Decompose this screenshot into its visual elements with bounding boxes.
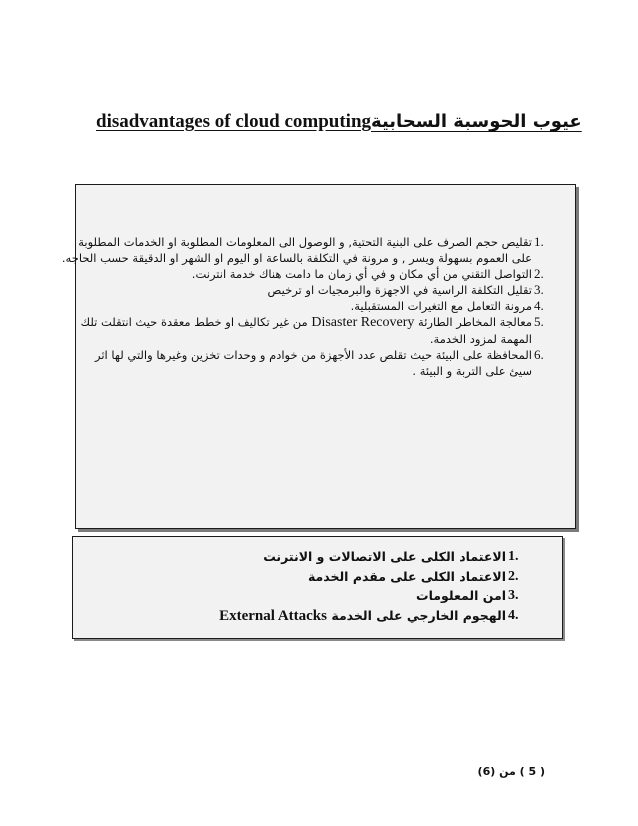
list-item — [81, 266, 556, 282]
item-line: تقليص حجم الصرف على البنية التحتية, و الوصول الى المعلومات المطلوبة او الخدمات المطلوبة — [78, 235, 532, 249]
item-line: مرونة التعامل مع التغيرات المستقبلية. — [350, 299, 532, 313]
list-item — [81, 298, 556, 314]
item-text-english: External Attacks — [219, 607, 327, 624]
title-english: disadvantages of cloud computing — [96, 111, 372, 132]
item-text-english: Disaster Recovery — [311, 315, 415, 330]
item-number: 1. — [534, 234, 544, 249]
item-number: 1. — [508, 549, 519, 564]
item-number: 2. — [534, 266, 544, 281]
title-arabic: عيوب الحوسبة السحابية — [371, 111, 582, 132]
item-line: تقليل التكلفة الراسية في الاجهزة والبرمجيات او ترخيص — [267, 283, 532, 297]
item-number: 4. — [508, 607, 519, 623]
list-item — [219, 606, 530, 627]
list-item — [81, 314, 556, 347]
item-text: الاعتماد الكلى على مقدم الخدمة — [307, 568, 506, 584]
page-number: ( 5 ) من (6) — [477, 765, 545, 778]
list-item — [250, 547, 530, 567]
item-text-pre: معالجة المخاطر الطارئة — [418, 315, 532, 329]
item-number: 2. — [508, 568, 519, 584]
item-number: 5. — [534, 314, 544, 329]
item-number: 3. — [508, 588, 519, 603]
item-line: المهمة لمزود الخدمة. — [429, 332, 532, 346]
page-title — [96, 111, 582, 133]
item-text-post: من غير تكاليف او خطط معقدة حيث انتقلت تلك — [80, 315, 308, 329]
item-line: على العموم بسهولة ويسر , و مرونة في التكلفة بالساعة او اليوم او الشهر او الدقيقة حسب الحاجه. — [61, 251, 532, 265]
list-item — [81, 347, 556, 379]
list-item — [250, 586, 530, 606]
risks-list — [219, 547, 530, 626]
item-text: الهجوم الخارجي على الخدمة — [331, 607, 506, 623]
item-number: 3. — [534, 282, 544, 297]
disadvantages-list — [61, 234, 556, 379]
item-text: امن المعلومات — [416, 588, 506, 603]
item-text: الاعتماد الكلى على الاتصالات و الانترنت — [263, 549, 506, 564]
list-item — [81, 282, 556, 298]
item-line: سيئ على التربة و البيئة . — [412, 364, 532, 378]
item-line-mixed — [81, 314, 532, 331]
list-item — [61, 234, 556, 266]
item-number: 4. — [534, 298, 544, 313]
item-number: 6. — [534, 347, 544, 362]
item-line: التواصل التقني من أي مكان و في أي زمان ما دامت هناك خدمة انترنت. — [191, 267, 532, 281]
item-line: المحافظة على البيئة حيث تقلص عدد الأجهزة من خوادم و وحدات تخزين وغيرها والتي لها اثر — [95, 348, 532, 362]
list-item — [250, 567, 530, 587]
